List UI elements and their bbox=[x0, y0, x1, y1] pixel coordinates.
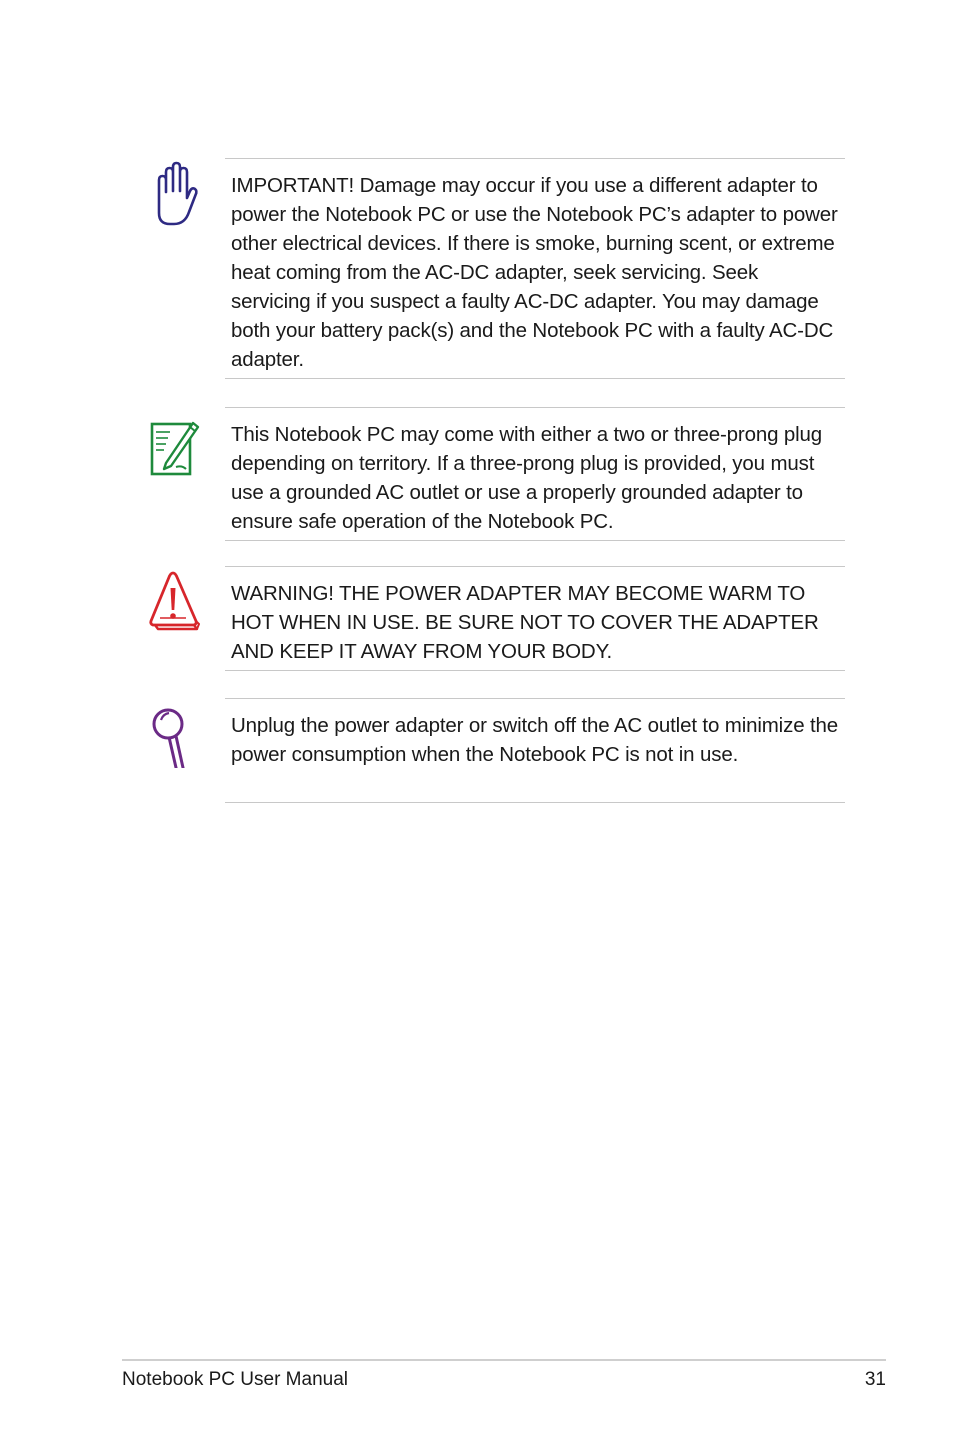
warning-triangle-icon bbox=[146, 566, 200, 636]
important-notice-box bbox=[225, 158, 845, 379]
note-notice-text: This Notebook PC may come with either a two or three-prong plug depending on territory. If a three-prong plug is provided, you must use a grounded AC outlet or use a properly grounded adapter to ensure safe operation of the Notebook PC. bbox=[231, 423, 823, 533]
hand-stop-icon bbox=[146, 158, 200, 228]
magnifier-tip-icon bbox=[146, 698, 200, 768]
warning-notice-box bbox=[225, 566, 845, 671]
important-notice-text: IMPORTANT! Damage may occur if you use a different adapter to power the Notebook PC or use the Notebook PC’s adapter to power other electrical devices. If there is smoke, burning scent, or extreme heat coming from the AC-DC adapter, seek servicing. Seek servicing if you suspect a faulty AC-DC adapter. You may damage both your battery pack(s) and the Notebook PC with a faulty AC-DC adapter. bbox=[231, 174, 838, 371]
tip-notice-text: Unplug the power adapter or switch off the AC outlet to minimize the power consumption when the Notebook PC is not in use. bbox=[231, 714, 839, 766]
tip-notice-box bbox=[225, 698, 845, 803]
footer-manual-title: Notebook PC User Manual bbox=[122, 1369, 348, 1390]
footer-divider bbox=[122, 1359, 886, 1361]
note-notice-box bbox=[225, 407, 845, 541]
note-pencil-icon bbox=[146, 407, 200, 477]
footer-page-number: 31 bbox=[864, 1369, 886, 1390]
warning-notice-text: WARNING! THE POWER ADAPTER MAY BECOME WARM TO HOT WHEN IN USE. BE SURE NOT TO COVER THE ADAPTER AND KEEP IT AWAY FROM YOUR BODY. bbox=[231, 582, 819, 663]
